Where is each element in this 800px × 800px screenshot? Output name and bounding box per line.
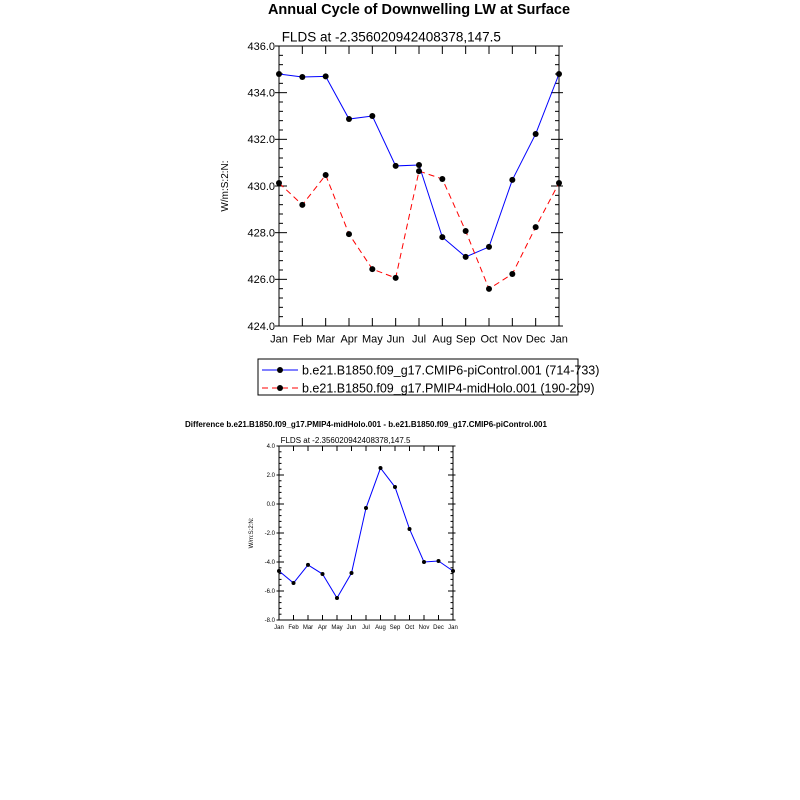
data-point — [439, 176, 445, 182]
x-tick-label: Oct — [404, 625, 415, 631]
x-tick-label: Apr — [340, 333, 358, 346]
data-point — [408, 527, 412, 531]
x-tick-label: Aug — [432, 333, 453, 346]
x-tick-label: Aug — [375, 625, 386, 631]
chart-subtitle: FLDS at -2.356020942408378,147.5 — [281, 29, 501, 45]
legend-label-0: b.e21.B1850.f09_g17.CMIP6-piControl.001 (714-733) — [302, 363, 600, 378]
legend-marker — [277, 385, 283, 391]
y-tick-label: 424.0 — [247, 320, 275, 333]
x-tick-label: Jul — [411, 333, 427, 346]
data-point — [323, 172, 329, 178]
data-point — [463, 254, 469, 260]
data-point — [364, 506, 368, 510]
y-axis-label: W/m:S:2:N: — [220, 160, 231, 212]
y-tick-label: 432.0 — [247, 134, 275, 147]
data-point — [393, 485, 397, 489]
x-tick-label: Mar — [302, 625, 314, 631]
y-tick-label: 436.0 — [247, 40, 275, 53]
data-point — [276, 71, 282, 77]
data-point — [393, 275, 399, 281]
y-tick-label: 430.0 — [247, 180, 275, 193]
data-point — [437, 559, 441, 563]
plot-frame — [279, 46, 559, 326]
data-point — [533, 224, 539, 230]
x-tick-label: Nov — [502, 333, 523, 346]
x-tick-label: Jun — [386, 333, 405, 346]
x-tick-label: Apr — [317, 625, 328, 631]
data-point — [509, 271, 515, 277]
data-point — [556, 71, 562, 77]
x-tick-label: Feb — [288, 625, 299, 631]
data-point — [323, 73, 329, 79]
data-point — [509, 177, 515, 183]
y-tick-label: 428.0 — [247, 227, 275, 240]
x-tick-label: Dec — [433, 625, 444, 631]
data-point — [393, 163, 399, 169]
chart-title: Annual Cycle of Downwelling LW at Surface — [267, 2, 571, 18]
data-point — [306, 563, 310, 567]
chart-title: Difference b.e21.B1850.f09_g17.PMIP4-midHolo.001 - b.e21.B1850.f09_g17.CMIP6-piControl.001 — [185, 420, 547, 429]
x-tick-label: Mar — [316, 333, 336, 346]
y-tick-label: 4.0 — [266, 444, 275, 451]
y-tick-label: 426.0 — [247, 274, 275, 287]
legend-label-1: b.e21.B1850.f09_g17.PMIP4-midHolo.001 (190-209) — [302, 381, 595, 396]
data-point — [422, 560, 426, 564]
x-tick-label: Jan — [274, 625, 284, 631]
x-tick-label: Jan — [448, 625, 458, 631]
y-tick-label: -8.0 — [264, 618, 275, 625]
data-point — [277, 569, 281, 573]
chart-subtitle: FLDS at -2.356020942408378,147.5 — [280, 436, 411, 446]
plot-frame — [279, 446, 453, 620]
data-point — [369, 113, 375, 119]
data-point — [321, 572, 325, 576]
y-tick-label: 434.0 — [247, 87, 275, 100]
y-tick-label: -6.0 — [264, 589, 275, 596]
x-tick-label: Sep — [455, 333, 476, 346]
y-tick-label: -2.0 — [264, 531, 275, 538]
data-point — [556, 180, 562, 186]
data-point — [346, 231, 352, 237]
data-point — [451, 569, 455, 573]
data-point — [292, 581, 296, 585]
data-point — [533, 131, 539, 137]
data-point — [439, 234, 445, 240]
x-tick-label: Feb — [292, 333, 312, 346]
y-tick-label: 0.0 — [266, 502, 275, 509]
x-tick-label: Sep — [389, 625, 401, 631]
data-point — [346, 116, 352, 122]
x-tick-label: Nov — [418, 625, 430, 631]
x-tick-label: Jan — [550, 333, 568, 346]
data-point — [486, 286, 492, 292]
series-line-1 — [279, 171, 559, 289]
x-tick-label: Jul — [362, 625, 370, 631]
data-point — [335, 596, 339, 600]
legend-marker — [277, 367, 283, 373]
x-tick-label: Jan — [270, 333, 288, 346]
y-axis-label: W/m:S:2:N: — [249, 517, 255, 549]
x-tick-label: Oct — [480, 333, 498, 346]
data-point — [350, 571, 354, 575]
y-tick-label: 2.0 — [266, 473, 275, 480]
data-point — [369, 266, 375, 272]
x-tick-label: May — [361, 333, 383, 346]
data-point — [299, 202, 305, 208]
data-point — [416, 162, 422, 168]
data-point — [463, 228, 469, 234]
x-tick-label: Jun — [346, 625, 357, 631]
data-point — [299, 74, 305, 80]
data-point — [276, 180, 282, 186]
series-line-0 — [279, 468, 453, 598]
data-point — [486, 244, 492, 250]
data-point — [416, 168, 422, 174]
x-tick-label: May — [331, 625, 343, 631]
y-tick-label: -4.0 — [264, 560, 275, 567]
data-point — [379, 466, 383, 470]
x-tick-label: Dec — [525, 333, 546, 346]
